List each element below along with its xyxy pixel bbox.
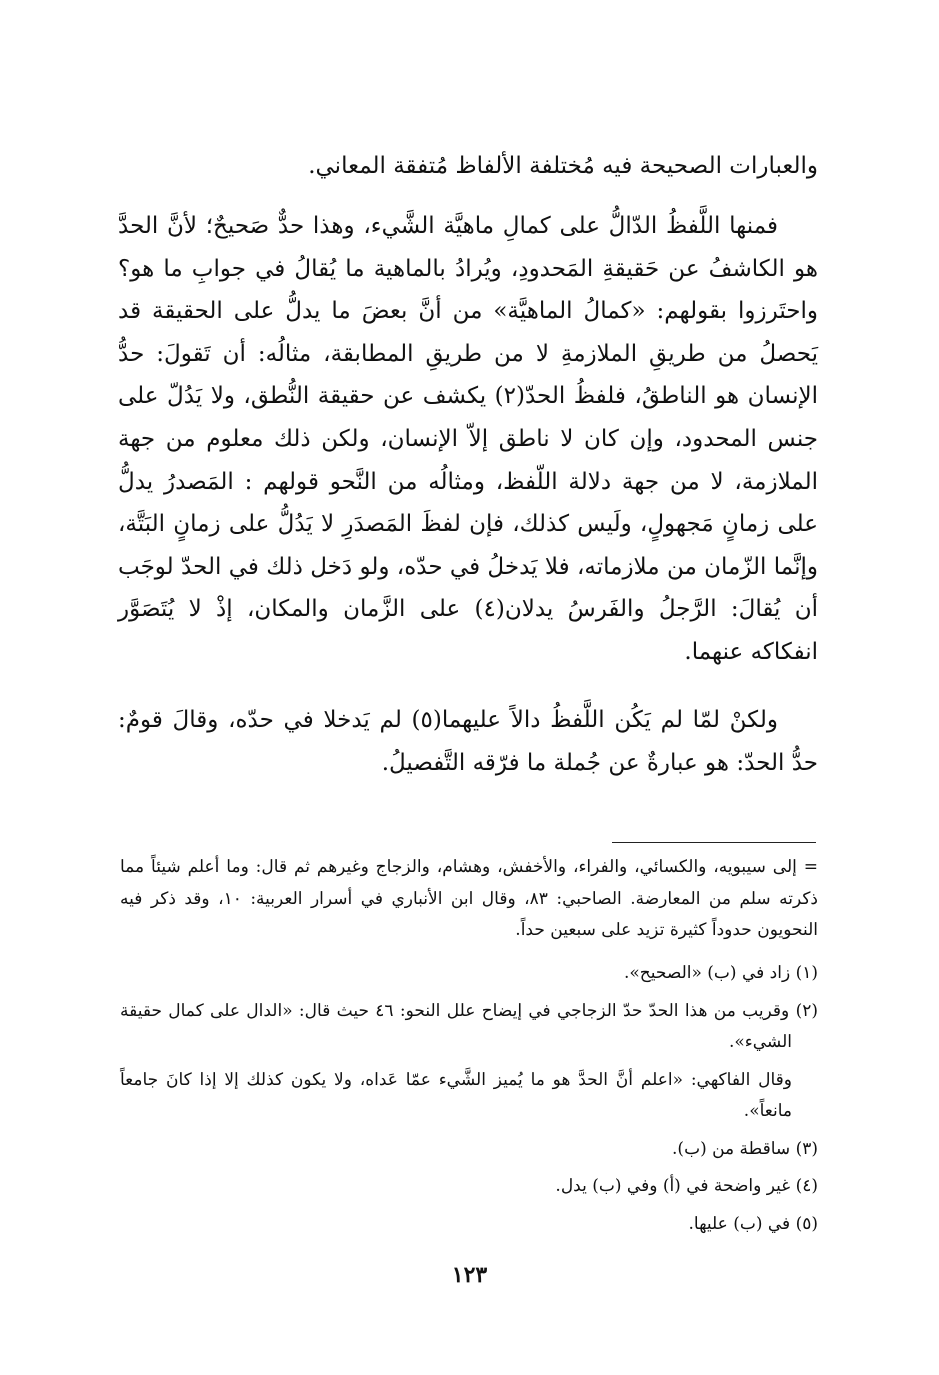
footnote-5: (٥) في (ب) عليها. <box>688 1213 818 1234</box>
page-number: ١٢٣ <box>451 1262 488 1288</box>
footnote-2-continuation: وقال الفاكهي: «اعلم أنَّ الحدَّ هو ما يُميز الشَّيء عمّا عَداه، ولا يكون كذلك إلا إذا كانَ جامعاً مانعاً». <box>120 1069 792 1121</box>
footnote-3: (٣) ساقطة من (ب). <box>672 1138 818 1159</box>
footnote-list <box>120 958 818 1246</box>
footnote-continuation-text: = إلى سيبويه، والكسائي، والفراء، والأخفش، وهشام، والزجاج وغيرهم ثم قال: وما أعلم شيئاً مما ذكرته سلم من المعارضة. الصاحبي: ٨٣، وقال ابن الأنباري في أسرار العربية: ١٠، وقد ذكر فيه النحويون حدوداً كثيرة تزيد على سبعين حداً. <box>120 857 818 940</box>
footnote-continuation <box>120 852 844 947</box>
footnote-4: (٤) غير واضحة في (أ) وفي (ب) يدل. <box>555 1176 818 1196</box>
footnote-2: (٢) وقريب من هذا الحدّ حدّ الزجاجي في إيضاح علل النحو: ٤٦ حيث قال: «الدال على كمال حقيقة الشيء». <box>120 1000 818 1052</box>
footnote-separator <box>612 842 816 843</box>
footnote-1: (١) زاد في (ب) «الصحيح». <box>623 963 818 983</box>
body-paragraph: فمنها اللَّفظُ الدّالُّ على كمالِ ماهيَّة الشَّيء، وهذا حدٌّ صَحيحٌ؛ لأنَّ الحدَّ هو الكاشفُ عن حَقيقةِ المَحدودِ، ويُرادُ بالماهية ما يُقالُ في جوابِ ما هو؟ واحتَرزوا بقولهم: «كمالُ الماهيَّة» من أنَّ بعضَ ما يدلُّ على الحقيقة قد يَحصلُ من طريقِ الملازمةِ لا من طريقِ المطابقة، مثالُه: أن تَقولَ: حدُّ الإنسان هو الناطقُ، فلفظُ الحدّ(٢) يكشف عن حقيقة النُّطق، ولا يَدُلّ على جنس المحدود، وإن كان لا ناطق إلاّ الإنسان، ولكن ذلك معلوم من جهة الملازمة، لا من جهة دلالة اللّفظ، ومثالُه من النَّحو قولهم : المَصدرُ يدلُّ على زمانٍ مَجهولٍ، ولَيس كذلك، فإن لفظَ المَصدَرِ لا يَدُلُّ على زمانٍ البَتَّة، وإنَّما الزّمان من ملازماته، فلا يَدخلُ في حدّه، ولو دَخل ذلك في الحدّ لوجَب أن يُقالَ: الرَّجلُ والفَرسُ يدلان(٤) على الزَّمان والمكان، إذْ لا يُتَصَوَّر انفكاكه عنهما. <box>118 213 818 665</box>
body-paragraph: ولكنْ لمّا لم يَكُن اللَّفظُ دالاً عليهما(٥) لم يَدخلا في حدّه، وقالَ قومٌ: حدُّ الحدّ: هو عبارةٌ عن جُملة ما فرّقه التَّفصيلُ. <box>118 707 818 776</box>
body-paragraph: والعبارات الصحيحة فيه مُختلفة الألفاظ مُتفقة المعاني. <box>308 153 818 179</box>
